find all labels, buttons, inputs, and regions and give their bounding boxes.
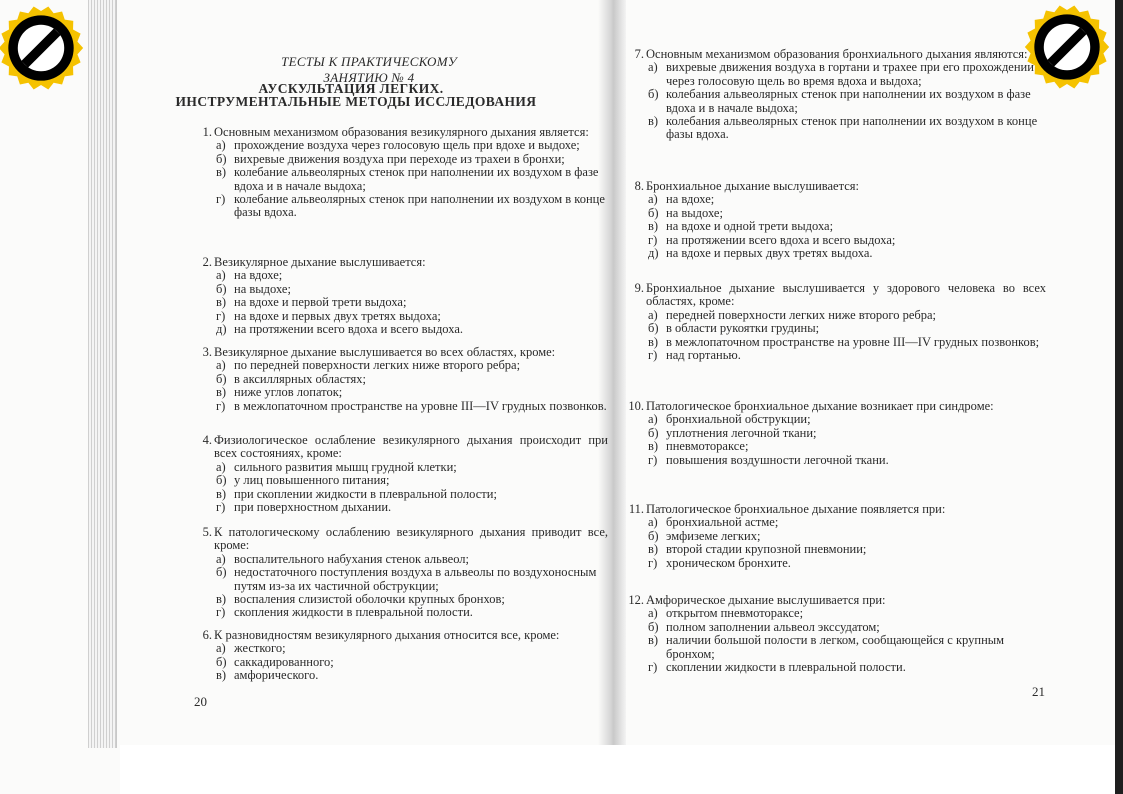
answer-option [648, 607, 1046, 620]
option-letter: а) [216, 268, 226, 283]
option-letter: б) [216, 281, 227, 296]
option-letter: а) [216, 551, 226, 566]
option-text: второй стадии крупозной пневмонии; [666, 542, 867, 557]
left-page [116, 0, 608, 750]
option-letter: в) [216, 165, 227, 180]
answer-option [216, 400, 608, 413]
option-text: на вдохе и первых двух третях выдоха. [666, 246, 873, 261]
question-3 [194, 346, 608, 413]
option-text: передней поверхности легких ниже второго ребра; [666, 307, 937, 322]
answer-option [216, 296, 608, 309]
option-text: при скоплении жидкости в плевральной полости; [234, 486, 497, 501]
question-text: К патологическому ослаблению везикулярного дыхания приводит все, кроме: [214, 525, 608, 553]
question-11 [626, 503, 1046, 570]
option-letter: в) [216, 486, 227, 501]
option-text: ниже углов лопаток; [234, 385, 343, 400]
option-text: недостаточного поступления воздуха в альвеолы по воздухоносным путям из-за их частичной обструкции; [234, 565, 597, 593]
option-letter: г) [648, 232, 658, 247]
option-text: у лиц повышенного питания; [234, 473, 390, 488]
question-number: 4. [202, 433, 212, 447]
option-letter: д) [648, 246, 659, 261]
answer-option [216, 269, 608, 282]
answer-option [216, 386, 608, 399]
answer-option [216, 474, 608, 487]
answer-option [216, 501, 608, 514]
question-number: 12. [628, 593, 644, 607]
answer-option [648, 440, 1046, 453]
question-6 [194, 629, 608, 683]
option-text: по передней поверхности легких ниже второго ребра; [234, 358, 521, 373]
option-letter: д) [216, 322, 227, 337]
answer-option [216, 153, 608, 166]
option-text: сильного развития мышц грудной клетки; [234, 459, 457, 474]
question-text: Физиологическое ослабление везикулярного дыхания происходит при всех состояниях, кроме: [214, 433, 608, 461]
option-letter: а) [648, 515, 658, 530]
answer-option [648, 349, 1046, 362]
answer-option [216, 373, 608, 386]
question-text: Амфорическое дыхание выслушивается при: [646, 593, 886, 607]
option-text: хроническом бронхите. [666, 555, 791, 570]
answer-option [648, 88, 1046, 115]
answer-option [648, 454, 1046, 467]
option-letter: б) [648, 321, 659, 336]
option-letter: б) [648, 619, 659, 634]
answer-option [216, 323, 608, 336]
question-7 [626, 48, 1046, 142]
answer-option [216, 310, 608, 323]
option-letter: в) [216, 668, 227, 683]
option-text: в аксиллярных областях; [234, 371, 366, 386]
question-4 [194, 434, 608, 514]
option-letter: б) [648, 205, 659, 220]
answer-option [648, 322, 1046, 335]
question-12 [626, 594, 1046, 674]
question-number: 5. [202, 525, 212, 539]
option-text: воспаления слизистой оболочки крупных бронхов; [234, 592, 505, 607]
scan-bottom-margin [120, 745, 1115, 794]
answer-option [648, 621, 1046, 634]
option-letter: г) [216, 500, 226, 515]
question-text: Патологическое бронхиальное дыхание возникает при синдроме: [646, 399, 994, 413]
answer-option [216, 566, 608, 593]
answer-option [216, 461, 608, 474]
option-text: наличии большой полости в легком, сообщающейся с крупным бронхом; [666, 633, 1005, 661]
option-text: в области рукоятки грудины; [666, 321, 820, 336]
option-letter: в) [216, 592, 227, 607]
answer-option [216, 553, 608, 566]
question-text: Основным механизмом образования бронхиального дыхания являются: [646, 47, 1028, 61]
option-letter: а) [216, 358, 226, 373]
question-number: 11. [628, 502, 644, 516]
answer-option [648, 115, 1046, 142]
option-text: эмфиземе легких; [666, 528, 761, 543]
question-text: Везикулярное дыхание выслушивается во всех областях, кроме: [214, 345, 556, 359]
option-letter: а) [648, 307, 658, 322]
right-page [626, 0, 1116, 750]
question-number: 10. [628, 399, 644, 413]
option-letter: г) [216, 192, 226, 207]
page-number: 21 [1032, 684, 1045, 699]
option-text: колебания альвеолярных стенок при наполнении их воздухом в фазе вдоха и в начале выдоха; [666, 87, 1031, 115]
option-letter: б) [216, 565, 227, 580]
option-text: уплотнения легочной ткани; [666, 425, 817, 440]
option-text: на вдохе и первой трети выдоха; [234, 295, 407, 310]
option-text: на вдохе; [666, 192, 715, 207]
option-letter: в) [216, 295, 227, 310]
question-5 [194, 526, 608, 620]
option-text: саккадированного; [234, 654, 334, 669]
answer-option [216, 283, 608, 296]
option-letter: б) [216, 473, 227, 488]
answer-option [648, 557, 1046, 570]
answer-option [648, 634, 1046, 661]
option-letter: г) [648, 348, 658, 363]
option-text: повышения воздушности легочной ткани. [666, 452, 889, 467]
answer-option [216, 359, 608, 372]
answer-option [648, 234, 1046, 247]
option-letter: б) [648, 528, 659, 543]
option-letter: г) [216, 398, 226, 413]
answer-option [648, 207, 1046, 220]
answer-option [648, 247, 1046, 260]
option-letter: в) [648, 334, 659, 349]
no-entry-icon [1024, 4, 1110, 90]
question-10 [626, 400, 1046, 467]
answer-option [648, 661, 1046, 674]
question-2 [194, 256, 608, 336]
question-9 [626, 282, 1046, 362]
option-letter: г) [216, 605, 226, 620]
option-letter: а) [216, 459, 226, 474]
option-text: бронхиальной обструкции; [666, 412, 811, 427]
option-letter: а) [216, 641, 226, 656]
answer-option [648, 543, 1046, 556]
section-header: ТЕСТЫ К ПРАКТИЧЕСКОМУ ЗАНЯТИЮ № 4 [281, 54, 457, 85]
answer-option [648, 427, 1046, 440]
answer-option [648, 530, 1046, 543]
answer-option [216, 642, 608, 655]
scan-right-edge [1115, 0, 1123, 794]
option-text: прохождение воздуха через голосовую щель при вдохе и выдохе; [234, 138, 580, 153]
answer-option [216, 488, 608, 501]
question-text: Основным механизмом образования везикулярного дыхания является: [214, 125, 589, 139]
page-number: 20 [194, 694, 207, 709]
question-number: 8. [634, 179, 644, 193]
option-text: амфорического. [234, 668, 319, 683]
answer-option [216, 669, 608, 682]
answer-option [216, 593, 608, 606]
answer-option [216, 139, 608, 152]
answer-option [216, 656, 608, 669]
option-letter: в) [648, 114, 659, 129]
option-text: пневмотораксе; [666, 439, 749, 454]
question-1 [194, 126, 608, 220]
question-text: К разновидностям везикулярного дыхания относится все, кроме: [214, 628, 560, 642]
option-letter: б) [216, 371, 227, 386]
option-text: над гортанью. [666, 348, 741, 363]
option-text: жесткого; [234, 641, 286, 656]
option-text: скопления жидкости в плевральной полости. [234, 605, 473, 620]
answer-option [648, 193, 1046, 206]
no-entry-icon [0, 5, 84, 91]
option-text: колебания альвеолярных стенок при наполнении их воздухом в конце фазы вдоха. [666, 114, 1038, 142]
option-letter: в) [648, 633, 659, 648]
question-number: 6. [202, 628, 212, 642]
question-text: Везикулярное дыхание выслушивается: [214, 255, 426, 269]
answer-option [216, 166, 608, 193]
option-letter: г) [216, 308, 226, 323]
option-letter: в) [648, 219, 659, 234]
option-letter: в) [648, 439, 659, 454]
option-text: на выдохе; [234, 281, 291, 296]
page-edge-stack [88, 0, 117, 748]
option-text: колебание альвеолярных стенок при наполнении их воздухом в фазе вдоха и в начале выдоха; [234, 165, 599, 193]
option-text: на вдохе и одной трети выдоха; [666, 219, 834, 234]
question-number: 1. [202, 125, 212, 139]
option-text: бронхиальной астме; [666, 515, 779, 530]
option-text: на протяжении всего вдоха и всего выдоха; [666, 232, 896, 247]
question-number: 2. [202, 255, 212, 269]
option-text: открытом пневмотораксе; [666, 606, 804, 621]
option-text: при поверхностном дыхании. [234, 500, 392, 515]
question-text: Бронхиальное дыхание выслушивается: [646, 179, 859, 193]
option-text: в межлопаточном пространстве на уровне III—IV грудных позвонков. [234, 398, 607, 413]
answer-option [648, 413, 1046, 426]
option-text: скоплении жидкости в плевральной полости. [666, 660, 906, 675]
option-text: воспалительного набухания стенок альвеол; [234, 551, 470, 566]
option-letter: г) [648, 660, 658, 675]
option-letter: а) [648, 192, 658, 207]
answer-option [648, 220, 1046, 233]
answer-option [648, 516, 1046, 529]
answer-option [648, 309, 1046, 322]
option-text: на вдохе; [234, 268, 283, 283]
option-letter: в) [216, 385, 227, 400]
option-text: на протяжении всего вдоха и всего выдоха. [234, 322, 464, 337]
option-text: в межлопаточном пространстве на уровне III—IV грудных позвонков; [666, 334, 1040, 349]
answer-option [648, 336, 1046, 349]
option-letter: а) [648, 606, 658, 621]
question-text: Бронхиальное дыхание выслушивается у здорового человека во всех областях, кроме: [646, 281, 1046, 309]
option-letter: г) [648, 555, 658, 570]
option-text: вихревые движения воздуха при переходе из трахеи в бронхи; [234, 151, 565, 166]
question-number: 7. [634, 47, 644, 61]
option-letter: а) [648, 60, 658, 75]
page-title-line1: АУСКУЛЬТАЦИЯ ЛЕГКИХ. [258, 81, 444, 96]
option-letter: б) [216, 654, 227, 669]
option-letter: б) [648, 425, 659, 440]
question-number: 3. [202, 345, 212, 359]
option-letter: г) [648, 452, 658, 467]
option-text: на выдохе; [666, 205, 723, 220]
question-8 [626, 180, 1046, 260]
answer-option [648, 61, 1046, 88]
page-title-line2: ИНСТРУМЕНТАЛЬНЫЕ МЕТОДЫ ИССЛЕДОВАНИЯ [175, 94, 537, 109]
option-letter: б) [216, 151, 227, 166]
option-letter: в) [648, 542, 659, 557]
option-text: вихревые движения воздуха в гортани и трахее при его прохождении через голосовую щель во время вдоха и выдоха; [666, 60, 1034, 88]
option-text: полном заполнении альвеол экссудатом; [666, 619, 880, 634]
option-text: на вдохе и первых двух третях выдоха; [234, 308, 441, 323]
option-letter: а) [216, 138, 226, 153]
option-text: колебание альвеолярных стенок при наполнении их воздухом в конце фазы вдоха. [234, 192, 605, 220]
option-letter: а) [648, 412, 658, 427]
answer-option [216, 193, 608, 220]
question-text: Патологическое бронхиальное дыхание появляется при: [646, 502, 946, 516]
answer-option [216, 606, 608, 619]
option-letter: б) [648, 87, 659, 102]
question-number: 9. [634, 281, 644, 295]
